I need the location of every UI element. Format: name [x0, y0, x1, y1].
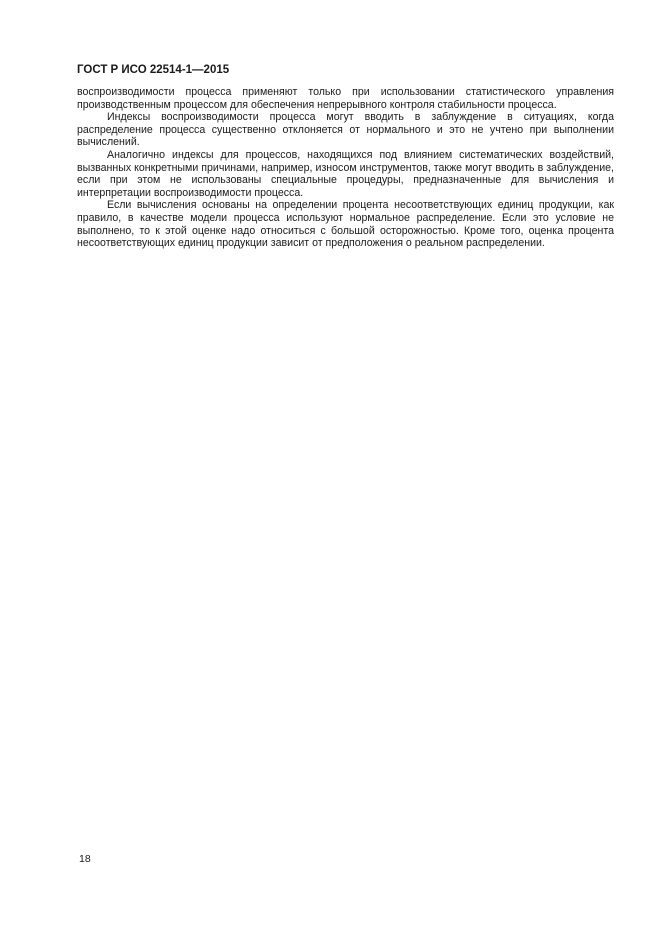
document-body — [77, 86, 614, 250]
document-header: ГОСТ Р ИСО 22514-1—2015 — [77, 64, 230, 76]
paragraph: Если вычисления основаны на определении процента несоответствующих единиц продукции, как правило, в качестве модели процесса используют нормальное распределение. Если это условие не выполнено, то к этой оценке надо относиться с большой осторожностью. Кроме того, оценка процента несоответствующих единиц продукции зависит от предположения о реальном распределении. — [77, 199, 614, 250]
paragraph: Индексы воспроизводимости процесса могут вводить в заблуждение в ситуациях, когда распределение процесса существенно отклоняется от нормального и это не учтено при выполнении вычислений. — [77, 111, 614, 149]
page-number: 18 — [79, 853, 91, 865]
paragraph: Аналогично индексы для процессов, находящихся под влиянием систематических воздействий, вызванных конкретными причинами, например, износом инструментов, также могут вводить в заблуждение, если при этом не использованы специальные процедуры, предназначенные для вычисления и интерпретации воспроизводимости процесса. — [77, 148, 614, 199]
paragraph: воспроизводимости процесса применяют только при использовании статистического управления производственным процессом для обеспечения непрерывного контроля стабильности процесса. — [77, 86, 614, 111]
